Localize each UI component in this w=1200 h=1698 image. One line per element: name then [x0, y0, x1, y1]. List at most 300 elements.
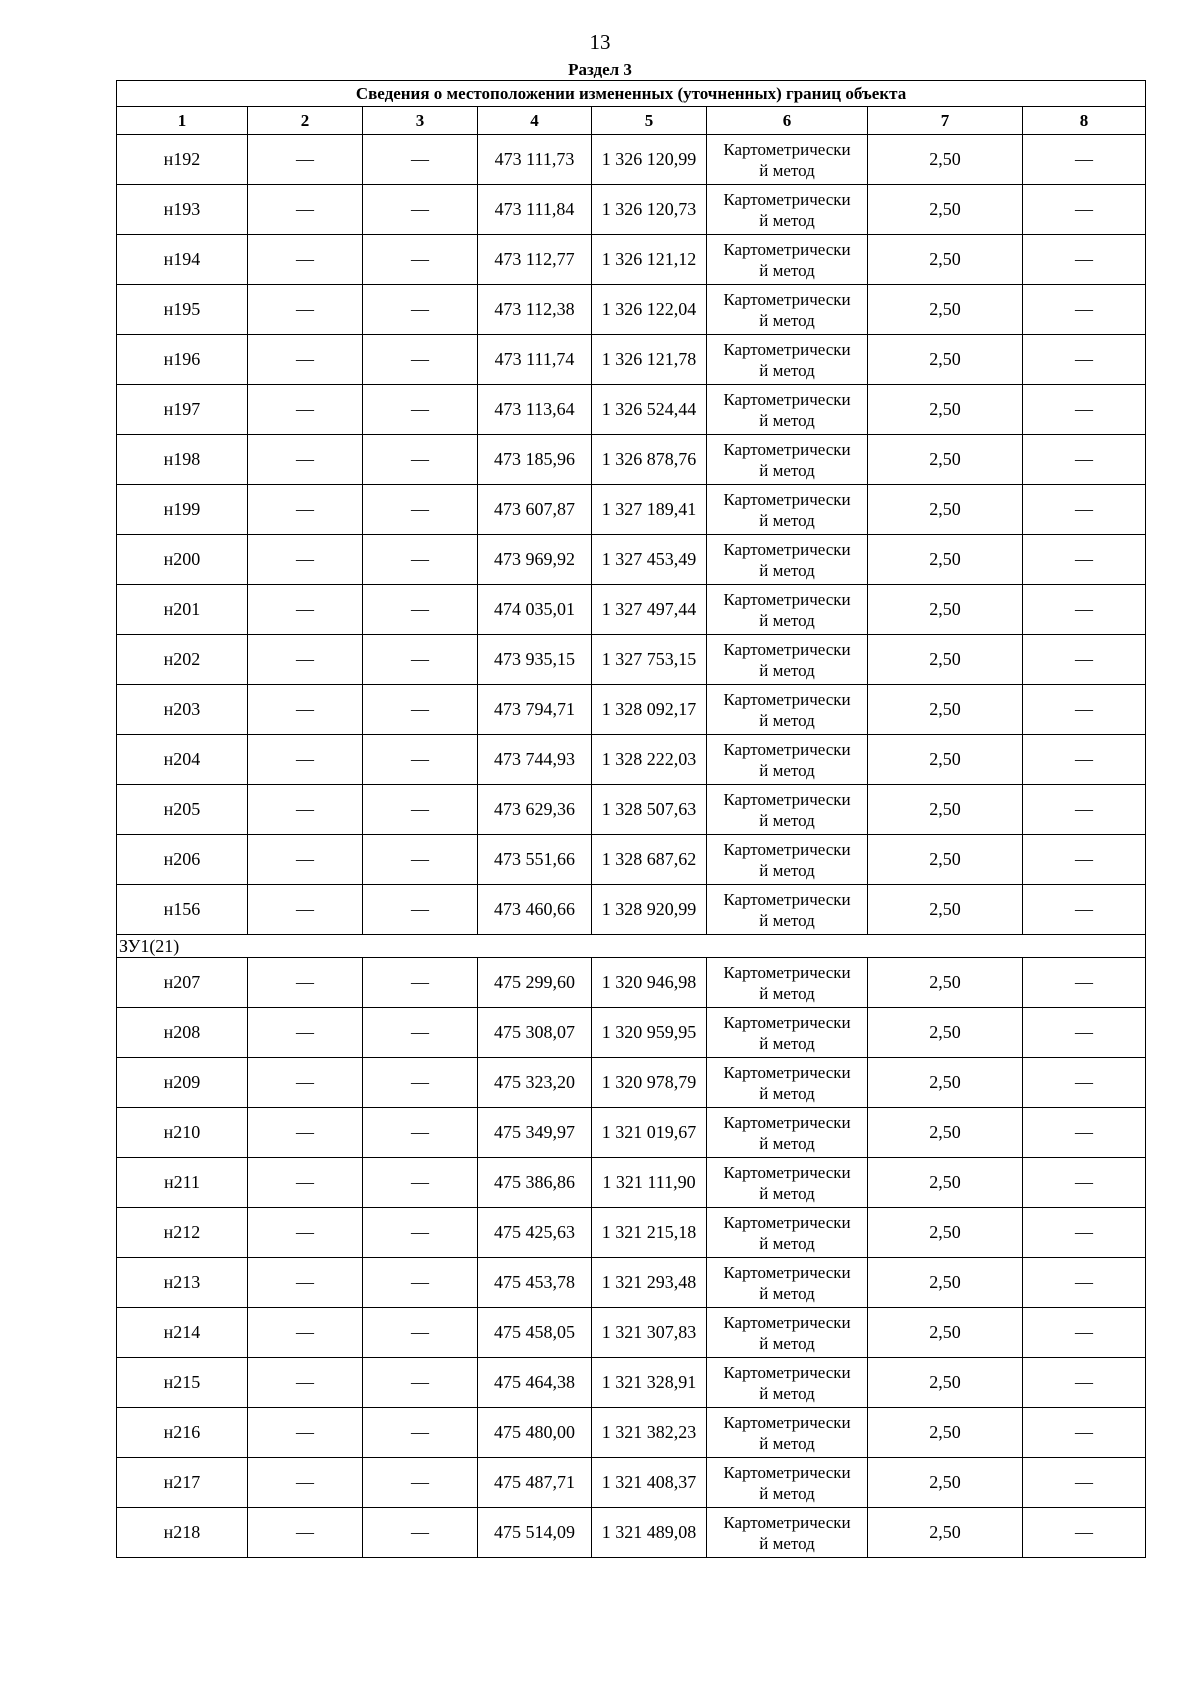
col2-value: —	[248, 235, 363, 285]
col2-value: —	[248, 485, 363, 535]
col3-value: —	[363, 635, 478, 685]
method-cell	[707, 1008, 868, 1058]
method-line-2: й метод	[759, 310, 815, 330]
column-number-6: 6	[707, 107, 868, 135]
table-row	[117, 135, 1146, 185]
col8-value: —	[1023, 1308, 1146, 1358]
method-cell	[707, 1358, 868, 1408]
col2-value: —	[248, 1108, 363, 1158]
method-line-2: й метод	[759, 710, 815, 730]
method-cell	[707, 435, 868, 485]
table-row	[117, 1158, 1146, 1208]
table-row	[117, 1508, 1146, 1558]
method-line-2: й метод	[759, 260, 815, 280]
method-cell	[707, 1408, 868, 1458]
col3-value: —	[363, 1408, 478, 1458]
method-line-1: Картометрически	[723, 589, 851, 609]
method-cell	[707, 735, 868, 785]
col3-value: —	[363, 235, 478, 285]
method-line-2: й метод	[759, 1183, 815, 1203]
method-line-1: Картометрически	[723, 889, 851, 909]
y-coordinate: 1 326 121,78	[592, 335, 707, 385]
col8-value: —	[1023, 635, 1146, 685]
col3-value: —	[363, 135, 478, 185]
method-line-2: й метод	[759, 1433, 815, 1453]
col3-value: —	[363, 435, 478, 485]
table-caption: Сведения о местоположении измененных (уточненных) границ объекта	[117, 81, 1146, 107]
method-line-1: Картометрически	[723, 439, 851, 459]
method-line-2: й метод	[759, 1033, 815, 1053]
col2-value: —	[248, 135, 363, 185]
point-label: н193	[117, 185, 248, 235]
point-label: н200	[117, 535, 248, 585]
col3-value: —	[363, 1208, 478, 1258]
method-line-2: й метод	[759, 660, 815, 680]
y-coordinate: 1 320 959,95	[592, 1008, 707, 1058]
point-label: н196	[117, 335, 248, 385]
x-coordinate: 473 794,71	[478, 685, 592, 735]
method-line-1: Картометрически	[723, 1512, 851, 1532]
accuracy-value: 2,50	[868, 1458, 1023, 1508]
col3-value: —	[363, 885, 478, 935]
method-line-2: й метод	[759, 1233, 815, 1253]
accuracy-value: 2,50	[868, 1108, 1023, 1158]
method-cell	[707, 485, 868, 535]
method-line-2: й метод	[759, 1483, 815, 1503]
point-label: н202	[117, 635, 248, 685]
method-cell	[707, 785, 868, 835]
col8-value: —	[1023, 685, 1146, 735]
col2-value: —	[248, 435, 363, 485]
point-label: н194	[117, 235, 248, 285]
col2-value: —	[248, 1358, 363, 1408]
point-label: н218	[117, 1508, 248, 1558]
y-coordinate: 1 327 497,44	[592, 585, 707, 635]
y-coordinate: 1 320 978,79	[592, 1058, 707, 1108]
point-label: н215	[117, 1358, 248, 1408]
method-line-2: й метод	[759, 160, 815, 180]
col8-value: —	[1023, 135, 1146, 185]
x-coordinate: 475 386,86	[478, 1158, 592, 1208]
col3-value: —	[363, 1158, 478, 1208]
col2-value: —	[248, 585, 363, 635]
table-row	[117, 958, 1146, 1008]
accuracy-value: 2,50	[868, 1508, 1023, 1558]
group-header-row	[117, 935, 1146, 958]
point-label: н211	[117, 1158, 248, 1208]
x-coordinate: 475 425,63	[478, 1208, 592, 1258]
x-coordinate: 473 112,38	[478, 285, 592, 335]
method-cell	[707, 1508, 868, 1558]
point-label: н212	[117, 1208, 248, 1258]
col3-value: —	[363, 1358, 478, 1408]
accuracy-value: 2,50	[868, 585, 1023, 635]
method-cell	[707, 1208, 868, 1258]
col2-value: —	[248, 185, 363, 235]
y-coordinate: 1 321 215,18	[592, 1208, 707, 1258]
col8-value: —	[1023, 1208, 1146, 1258]
method-line-1: Картометрически	[723, 639, 851, 659]
accuracy-value: 2,50	[868, 635, 1023, 685]
col8-value: —	[1023, 485, 1146, 535]
table-row	[117, 1408, 1146, 1458]
accuracy-value: 2,50	[868, 735, 1023, 785]
col2-value: —	[248, 1258, 363, 1308]
method-line-1: Картометрически	[723, 339, 851, 359]
point-label: н214	[117, 1308, 248, 1358]
table-row	[117, 485, 1146, 535]
x-coordinate: 473 551,66	[478, 835, 592, 885]
col8-value: —	[1023, 585, 1146, 635]
y-coordinate: 1 321 382,23	[592, 1408, 707, 1458]
table-row	[117, 835, 1146, 885]
method-cell	[707, 885, 868, 935]
y-coordinate: 1 326 120,99	[592, 135, 707, 185]
col2-value: —	[248, 1308, 363, 1358]
column-number-4: 4	[478, 107, 592, 135]
col3-value: —	[363, 335, 478, 385]
col8-value: —	[1023, 785, 1146, 835]
y-coordinate: 1 327 753,15	[592, 635, 707, 685]
col2-value: —	[248, 835, 363, 885]
method-line-2: й метод	[759, 1283, 815, 1303]
method-line-2: й метод	[759, 510, 815, 530]
x-coordinate: 473 460,66	[478, 885, 592, 935]
x-coordinate: 473 111,84	[478, 185, 592, 235]
y-coordinate: 1 321 408,37	[592, 1458, 707, 1508]
table-row	[117, 335, 1146, 385]
x-coordinate: 475 458,05	[478, 1308, 592, 1358]
method-line-1: Картометрически	[723, 1262, 851, 1282]
point-label: н201	[117, 585, 248, 635]
column-number-1: 1	[117, 107, 248, 135]
table-row	[117, 1308, 1146, 1358]
y-coordinate: 1 321 019,67	[592, 1108, 707, 1158]
column-number-8: 8	[1023, 107, 1146, 135]
x-coordinate: 475 487,71	[478, 1458, 592, 1508]
accuracy-value: 2,50	[868, 1158, 1023, 1208]
table-caption-row	[117, 81, 1146, 107]
y-coordinate: 1 328 920,99	[592, 885, 707, 935]
x-coordinate: 475 453,78	[478, 1258, 592, 1308]
y-coordinate: 1 328 507,63	[592, 785, 707, 835]
method-line-1: Картометрически	[723, 539, 851, 559]
method-line-2: й метод	[759, 210, 815, 230]
table-row	[117, 1358, 1146, 1408]
column-number-5: 5	[592, 107, 707, 135]
y-coordinate: 1 328 687,62	[592, 835, 707, 885]
method-cell	[707, 1458, 868, 1508]
col8-value: —	[1023, 885, 1146, 935]
point-label: н207	[117, 958, 248, 1008]
method-line-2: й метод	[759, 760, 815, 780]
col3-value: —	[363, 1008, 478, 1058]
col3-value: —	[363, 835, 478, 885]
y-coordinate: 1 321 489,08	[592, 1508, 707, 1558]
accuracy-value: 2,50	[868, 285, 1023, 335]
point-label: н209	[117, 1058, 248, 1108]
col8-value: —	[1023, 385, 1146, 435]
col8-value: —	[1023, 735, 1146, 785]
col8-value: —	[1023, 1258, 1146, 1308]
col8-value: —	[1023, 1508, 1146, 1558]
method-line-1: Картометрически	[723, 239, 851, 259]
col2-value: —	[248, 1408, 363, 1458]
accuracy-value: 2,50	[868, 135, 1023, 185]
y-coordinate: 1 326 121,12	[592, 235, 707, 285]
y-coordinate: 1 327 189,41	[592, 485, 707, 535]
table-row	[117, 1208, 1146, 1258]
col2-value: —	[248, 1008, 363, 1058]
x-coordinate: 475 464,38	[478, 1358, 592, 1408]
method-line-1: Картометрически	[723, 739, 851, 759]
col3-value: —	[363, 1308, 478, 1358]
method-line-2: й метод	[759, 1133, 815, 1153]
col3-value: —	[363, 1258, 478, 1308]
col8-value: —	[1023, 535, 1146, 585]
accuracy-value: 2,50	[868, 335, 1023, 385]
method-line-1: Картометрически	[723, 689, 851, 709]
table-row	[117, 435, 1146, 485]
column-number-2: 2	[248, 107, 363, 135]
col2-value: —	[248, 735, 363, 785]
accuracy-value: 2,50	[868, 785, 1023, 835]
method-line-1: Картометрически	[723, 1212, 851, 1232]
point-label: н192	[117, 135, 248, 185]
point-label: н216	[117, 1408, 248, 1458]
col2-value: —	[248, 535, 363, 585]
col2-value: —	[248, 885, 363, 935]
x-coordinate: 475 514,09	[478, 1508, 592, 1558]
col3-value: —	[363, 535, 478, 585]
method-cell	[707, 1108, 868, 1158]
accuracy-value: 2,50	[868, 385, 1023, 435]
col3-value: —	[363, 1458, 478, 1508]
point-label: н197	[117, 385, 248, 435]
method-line-1: Картометрически	[723, 489, 851, 509]
method-cell	[707, 185, 868, 235]
method-cell	[707, 835, 868, 885]
method-line-1: Картометрически	[723, 1462, 851, 1482]
col2-value: —	[248, 1158, 363, 1208]
y-coordinate: 1 328 092,17	[592, 685, 707, 735]
method-cell	[707, 285, 868, 335]
col2-value: —	[248, 1058, 363, 1108]
section-title: Раздел 3	[568, 60, 632, 79]
y-coordinate: 1 326 878,76	[592, 435, 707, 485]
page-number: 13	[589, 30, 611, 54]
accuracy-value: 2,50	[868, 235, 1023, 285]
point-label: н205	[117, 785, 248, 835]
point-label: н195	[117, 285, 248, 335]
method-line-2: й метод	[759, 1083, 815, 1103]
method-line-1: Картометрически	[723, 962, 851, 982]
col3-value: —	[363, 285, 478, 335]
y-coordinate: 1 326 120,73	[592, 185, 707, 235]
col3-value: —	[363, 735, 478, 785]
col3-value: —	[363, 485, 478, 535]
method-cell	[707, 385, 868, 435]
point-label: н199	[117, 485, 248, 535]
col8-value: —	[1023, 1358, 1146, 1408]
table-row	[117, 1258, 1146, 1308]
column-number-7: 7	[868, 107, 1023, 135]
col8-value: —	[1023, 1458, 1146, 1508]
point-label: н213	[117, 1258, 248, 1308]
col3-value: —	[363, 1108, 478, 1158]
method-line-1: Картометрически	[723, 189, 851, 209]
col3-value: —	[363, 1058, 478, 1108]
method-cell	[707, 535, 868, 585]
method-cell	[707, 635, 868, 685]
x-coordinate: 475 323,20	[478, 1058, 592, 1108]
x-coordinate: 473 111,74	[478, 335, 592, 385]
table-row	[117, 735, 1146, 785]
accuracy-value: 2,50	[868, 835, 1023, 885]
point-label: н208	[117, 1008, 248, 1058]
table-row	[117, 1458, 1146, 1508]
col2-value: —	[248, 685, 363, 735]
method-line-1: Картометрически	[723, 1362, 851, 1382]
method-line-1: Картометрически	[723, 1312, 851, 1332]
table-row	[117, 635, 1146, 685]
accuracy-value: 2,50	[868, 485, 1023, 535]
accuracy-value: 2,50	[868, 1308, 1023, 1358]
method-cell	[707, 1308, 868, 1358]
col8-value: —	[1023, 1008, 1146, 1058]
col8-value: —	[1023, 1408, 1146, 1458]
method-cell	[707, 958, 868, 1008]
method-line-1: Картометрически	[723, 839, 851, 859]
method-line-1: Картометрически	[723, 1162, 851, 1182]
method-line-2: й метод	[759, 910, 815, 930]
accuracy-value: 2,50	[868, 958, 1023, 1008]
accuracy-value: 2,50	[868, 1258, 1023, 1308]
y-coordinate: 1 321 307,83	[592, 1308, 707, 1358]
method-cell	[707, 685, 868, 735]
col8-value: —	[1023, 185, 1146, 235]
table-row	[117, 385, 1146, 435]
method-line-2: й метод	[759, 810, 815, 830]
col8-value: —	[1023, 1158, 1146, 1208]
table-row	[117, 1108, 1146, 1158]
x-coordinate: 473 111,73	[478, 135, 592, 185]
col8-value: —	[1023, 285, 1146, 335]
col3-value: —	[363, 958, 478, 1008]
x-coordinate: 473 185,96	[478, 435, 592, 485]
point-label: н198	[117, 435, 248, 485]
col2-value: —	[248, 1458, 363, 1508]
table-row	[117, 685, 1146, 735]
x-coordinate: 475 299,60	[478, 958, 592, 1008]
col2-value: —	[248, 335, 363, 385]
accuracy-value: 2,50	[868, 885, 1023, 935]
method-cell	[707, 1258, 868, 1308]
method-line-2: й метод	[759, 360, 815, 380]
x-coordinate: 475 308,07	[478, 1008, 592, 1058]
col2-value: —	[248, 635, 363, 685]
col3-value: —	[363, 585, 478, 635]
col3-value: —	[363, 185, 478, 235]
method-line-1: Картометрически	[723, 1412, 851, 1432]
point-label: н156	[117, 885, 248, 935]
accuracy-value: 2,50	[868, 1058, 1023, 1108]
table-row	[117, 585, 1146, 635]
column-number-row	[117, 107, 1146, 135]
point-label: н217	[117, 1458, 248, 1508]
col8-value: —	[1023, 235, 1146, 285]
accuracy-value: 2,50	[868, 1008, 1023, 1058]
col3-value: —	[363, 785, 478, 835]
x-coordinate: 473 969,92	[478, 535, 592, 585]
x-coordinate: 473 744,93	[478, 735, 592, 785]
table-row	[117, 785, 1146, 835]
method-line-1: Картометрически	[723, 139, 851, 159]
point-label: н204	[117, 735, 248, 785]
y-coordinate: 1 326 122,04	[592, 285, 707, 335]
table-row	[117, 535, 1146, 585]
y-coordinate: 1 321 328,91	[592, 1358, 707, 1408]
table-row	[117, 285, 1146, 335]
table-row	[117, 235, 1146, 285]
x-coordinate: 473 607,87	[478, 485, 592, 535]
col3-value: —	[363, 385, 478, 435]
col8-value: —	[1023, 835, 1146, 885]
x-coordinate: 473 112,77	[478, 235, 592, 285]
col2-value: —	[248, 285, 363, 335]
method-line-2: й метод	[759, 1333, 815, 1353]
accuracy-value: 2,50	[868, 185, 1023, 235]
method-line-2: й метод	[759, 410, 815, 430]
group-label: ЗУ1(21)	[117, 935, 1146, 958]
col3-value: —	[363, 1508, 478, 1558]
table-row	[117, 1008, 1146, 1058]
method-line-2: й метод	[759, 560, 815, 580]
table-row	[117, 1058, 1146, 1108]
method-line-1: Картометрически	[723, 1012, 851, 1032]
col8-value: —	[1023, 1108, 1146, 1158]
method-line-2: й метод	[759, 1383, 815, 1403]
method-cell	[707, 135, 868, 185]
y-coordinate: 1 327 453,49	[592, 535, 707, 585]
col8-value: —	[1023, 958, 1146, 1008]
table-row	[117, 185, 1146, 235]
col8-value: —	[1023, 1058, 1146, 1108]
col2-value: —	[248, 958, 363, 1008]
method-line-2: й метод	[759, 860, 815, 880]
accuracy-value: 2,50	[868, 1208, 1023, 1258]
method-line-1: Картометрически	[723, 789, 851, 809]
point-label: н206	[117, 835, 248, 885]
method-line-1: Картометрически	[723, 1062, 851, 1082]
boundary-coordinates-table	[116, 80, 1146, 1558]
point-label: н210	[117, 1108, 248, 1158]
y-coordinate: 1 321 111,90	[592, 1158, 707, 1208]
method-line-2: й метод	[759, 610, 815, 630]
method-line-2: й метод	[759, 983, 815, 1003]
method-line-2: й метод	[759, 460, 815, 480]
col2-value: —	[248, 1508, 363, 1558]
x-coordinate: 475 480,00	[478, 1408, 592, 1458]
point-label: н203	[117, 685, 248, 735]
y-coordinate: 1 320 946,98	[592, 958, 707, 1008]
table-row	[117, 885, 1146, 935]
col8-value: —	[1023, 435, 1146, 485]
method-cell	[707, 585, 868, 635]
method-line-1: Картометрически	[723, 289, 851, 309]
x-coordinate: 473 629,36	[478, 785, 592, 835]
method-cell	[707, 1058, 868, 1108]
